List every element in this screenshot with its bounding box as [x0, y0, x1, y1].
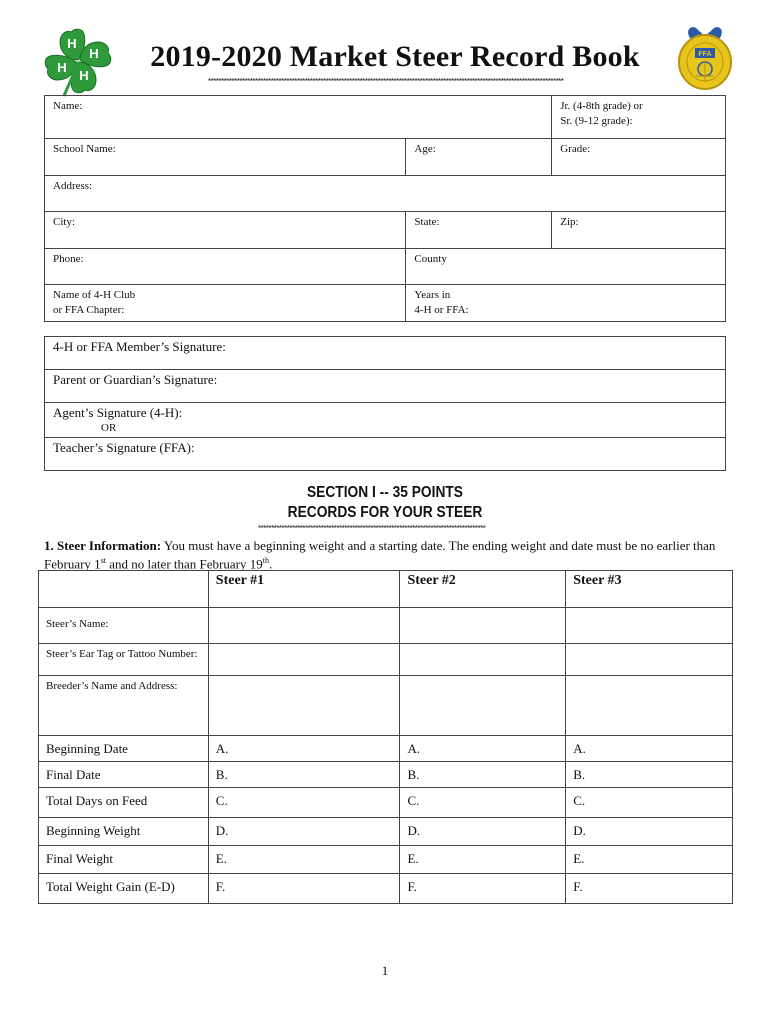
steer-2-name-cell[interactable] — [400, 608, 566, 644]
instruction-text-1: You must have a beginning weight and a starting date. The ending weight and date must be no earlier than February 1 — [44, 538, 716, 572]
steer-2-weight-gain-cell[interactable]: F. — [400, 874, 566, 904]
steer-2-beginning-date-cell[interactable]: A. — [400, 736, 566, 762]
parent-signature-label: Parent or Guardian’s Signature: — [53, 372, 218, 387]
row-label-breeder: Breeder’s Name and Address: — [39, 676, 209, 736]
member-signature-field[interactable] — [45, 337, 726, 370]
address-label: Address: — [53, 180, 93, 192]
grade-label: Grade: — [560, 143, 591, 155]
asterisk-divider: **************************************************************************************************************************************** — [208, 77, 564, 86]
division-label-jr: Jr. (4-8th grade) or — [560, 100, 643, 112]
phone-label: Phone: — [53, 253, 84, 265]
row-label-beginning-date: Beginning Date — [39, 736, 209, 762]
steer-3-weight-gain-cell[interactable]: F. — [566, 874, 733, 904]
4h-clover-logo — [38, 26, 118, 98]
h-letter-1: H — [67, 36, 77, 51]
column-header-steer-3: Steer #3 — [566, 571, 733, 608]
row-label-ear-tag: Steer’s Ear Tag or Tattoo Number: — [39, 644, 209, 676]
steer-1-beginning-date-cell[interactable]: A. — [208, 736, 400, 762]
teacher-signature-field[interactable] — [45, 438, 726, 471]
section-subheading: RECORDS FOR YOUR STEER — [287, 504, 483, 521]
table-row — [39, 818, 733, 846]
age-field[interactable] — [406, 139, 552, 176]
row-label-beginning-weight: Beginning Weight — [39, 818, 209, 846]
steer-3-beginning-weight-cell[interactable]: D. — [566, 818, 733, 846]
table-row — [39, 762, 733, 788]
h-letter-4: H — [57, 60, 67, 75]
city-field[interactable] — [45, 212, 406, 249]
steer-2-days-on-feed-cell[interactable]: C. — [400, 788, 566, 818]
column-header-steer-2: Steer #2 — [400, 571, 566, 608]
ffa-text: FFA — [698, 51, 712, 58]
steer-3-name-cell[interactable] — [566, 608, 733, 644]
steer-2-final-weight-cell[interactable]: E. — [400, 846, 566, 874]
h-letter-2: H — [89, 46, 99, 61]
row-label-final-weight: Final Weight — [39, 846, 209, 874]
instruction-text-3: . — [268, 556, 273, 572]
steer-1-beginning-weight-cell[interactable]: D. — [208, 818, 400, 846]
steer-2-ear-tag-cell[interactable] — [400, 644, 566, 676]
table-row — [39, 676, 733, 736]
steer-1-ear-tag-cell[interactable] — [208, 644, 400, 676]
agent-signature-field[interactable] — [45, 403, 726, 438]
member-signature-label: 4-H or FFA Member’s Signature: — [53, 339, 226, 354]
instruction-label: Steer Information: — [57, 538, 162, 553]
instruction-number: 1. — [44, 538, 54, 553]
county-field[interactable] — [406, 249, 726, 285]
page-number: 1 — [381, 963, 389, 978]
row-label-days-on-feed: Total Days on Feed — [39, 788, 209, 818]
instruction-text-2: and no later than February 19 — [106, 556, 263, 572]
steer-1-final-date-cell[interactable]: B. — [208, 762, 400, 788]
steer-1-days-on-feed-cell[interactable]: C. — [208, 788, 400, 818]
steer-2-final-date-cell[interactable]: B. — [400, 762, 566, 788]
signatures-table — [44, 336, 726, 471]
steer-3-final-date-cell[interactable]: B. — [566, 762, 733, 788]
steer-info-instructions — [44, 538, 734, 571]
parent-signature-field[interactable] — [45, 370, 726, 403]
club-chapter-field[interactable] — [45, 285, 406, 322]
section-heading: SECTION I -- 35 POINTS — [307, 484, 463, 501]
table-row — [39, 608, 733, 644]
city-label: City: — [53, 216, 76, 228]
club-label-line1: Name of 4-H Club — [53, 289, 136, 301]
name-field[interactable] — [45, 96, 552, 139]
or-label: OR — [101, 422, 117, 434]
state-label: State: — [414, 216, 440, 228]
steer-1-final-weight-cell[interactable]: E. — [208, 846, 400, 874]
h-letter-3: H — [79, 68, 89, 83]
steer-3-ear-tag-cell[interactable] — [566, 644, 733, 676]
name-label: Name: — [53, 100, 83, 112]
club-label-line2: or FFA Chapter: — [53, 304, 125, 316]
member-info-table — [44, 95, 726, 322]
teacher-signature-label: Teacher’s Signature (FFA): — [53, 440, 195, 455]
years-label-line1: Years in — [414, 289, 451, 301]
county-label: County — [414, 253, 447, 265]
division-field[interactable] — [552, 96, 726, 139]
steer-1-name-cell[interactable] — [208, 608, 400, 644]
school-name-field[interactable] — [45, 139, 406, 176]
zip-field[interactable] — [552, 212, 726, 249]
row-label-final-date: Final Date — [39, 762, 209, 788]
agent-signature-label: Agent’s Signature (4-H): — [53, 405, 183, 420]
table-row — [39, 846, 733, 874]
steer-3-final-weight-cell[interactable]: E. — [566, 846, 733, 874]
page-title: 2019-2020 Market Steer Record Book — [150, 40, 640, 73]
row-label-steer-name: Steer’s Name: — [39, 608, 209, 644]
steer-info-table — [38, 570, 733, 904]
steer-header-row — [39, 571, 733, 608]
address-field[interactable] — [45, 176, 726, 212]
steer-2-beginning-weight-cell[interactable]: D. — [400, 818, 566, 846]
grade-field[interactable] — [552, 139, 726, 176]
steer-3-days-on-feed-cell[interactable]: C. — [566, 788, 733, 818]
column-header-steer-1: Steer #1 — [208, 571, 400, 608]
zip-label: Zip: — [560, 216, 579, 228]
table-row — [39, 644, 733, 676]
table-row — [39, 736, 733, 762]
instruction-sup-1: st — [100, 556, 107, 565]
steer-3-beginning-date-cell[interactable]: A. — [566, 736, 733, 762]
age-label: Age: — [414, 143, 436, 155]
ffa-emblem-logo — [676, 24, 734, 90]
table-row — [39, 788, 733, 818]
table-row — [39, 874, 733, 904]
steer-2-breeder-cell[interactable] — [400, 676, 566, 736]
steer-1-weight-gain-cell[interactable]: F. — [208, 874, 400, 904]
division-label-sr: Sr. (9-12 grade): — [560, 115, 633, 127]
state-field[interactable] — [406, 212, 552, 249]
school-name-label: School Name: — [53, 143, 116, 155]
years-field[interactable] — [406, 285, 726, 322]
section-asterisk-divider: *************************************************************************************** — [258, 524, 486, 533]
steer-1-breeder-cell[interactable] — [208, 676, 400, 736]
row-label-weight-gain: Total Weight Gain (E-D) — [39, 874, 209, 904]
header-blank-cell — [39, 571, 209, 608]
phone-field[interactable] — [45, 249, 406, 285]
steer-3-breeder-cell[interactable] — [566, 676, 733, 736]
instruction-sup-2: th — [262, 556, 269, 565]
years-label-line2: 4-H or FFA: — [414, 304, 469, 316]
